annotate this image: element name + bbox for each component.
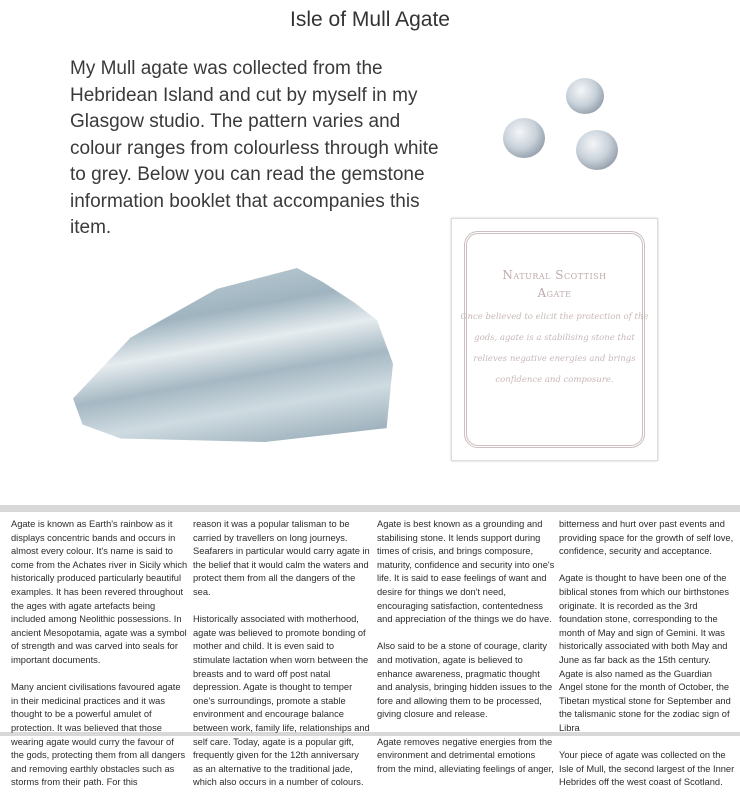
paragraph: bitterness and hurt over past events and providing space for the growth of self love, confidence, security and acceptance. — [559, 519, 734, 557]
paragraph: Agate is known as Earth's rainbow as it displays concentric bands and occurs in almost every colour. It's name is said to come from the Achates river in Sicily which historically produced particularly beautiful examples. It has been revered throughout the ages with agate artefacts being included among Neolithic possessions. In ancient Mesopotamia, agate was a symbol of strength and was carved into seals for important documents. — [11, 519, 188, 665]
paragraph: Many ancient civilisations favoured agate in their medicinal practices and it was thought to be a powerful amulet of protection. It was believed that those wearing agate would curry the favour of the gods, protecting them from all dangers and removing earthly obstacles such as storms from their path. For this — [11, 682, 186, 788]
booklet-column-1 — [11, 518, 189, 803]
paragraph: Agate is thought to have been one of the biblical stones from which our birthstones originate. It is recorded as the 3rd foundation stone, corresponding to the month of May and sign of Gemini. It was historically associated with both May and June as far back as the 15th century. — [559, 573, 730, 665]
paragraph: Agate removes negative energies from the environment and detrimental emotions from the mind, alleviating feelings of anger, — [377, 736, 554, 774]
booklet-column-4 — [559, 518, 737, 803]
agate-pebble-image — [576, 130, 618, 170]
paragraph: Also said to be a stone of courage, clarity and motivation, agate is believed to enhance awareness, pragmatic thought and analysis, bringing hidden issues to the fore and allowing them to be processed, giving closure and release. — [377, 641, 553, 720]
paragraph: reason it was a popular talisman to be carried by travellers on long journeys. Seafarers in particular would carry agate in the belief that it would calm the waters and protect them from all the dangers of the sea. — [193, 519, 370, 597]
agate-pebble-image — [503, 118, 545, 158]
card-title-line: Natural Scottish — [502, 268, 607, 282]
booklet-column-3 — [377, 518, 555, 790]
agate-pebble-image — [566, 78, 604, 114]
paragraph: Historically associated with motherhood, agate was believed to promote bonding of mother and child. It is even said to stimulate lactation when worn between the breasts and to ward off post natal depression. Agate is thought to temper one's surroundings, promote a stable environment and encourage balance between work, family life, relationships and self care. Today, agate is a popular gift, frequently given for the 12th anniversary as an alternative to the traditional jade, which also occurs in a number of colours. — [193, 614, 370, 788]
page-title: Isle of Mull Agate — [290, 8, 450, 31]
card-text: Once believed to elicit the protection of the gods, agate is a stabilising stone that relieves negative energies and brings confidence and composure. — [460, 312, 649, 385]
paragraph: Your piece of agate was collected on the Isle of Mull, the second largest of the Inner Hebrides off the west coast of Scotland. — [559, 750, 735, 788]
info-card — [451, 218, 658, 461]
paragraph: Agate is best known as a grounding and stabilising stone. It lends support during times of crisis, and brings composure, maturity, confidence and security into one's life. It is said to ease feelings of want and desire for things we don't need, encouraging satisfaction, contentedness and appreciation of the things we do have. — [377, 519, 555, 625]
intro-text: My Mull agate was collected from the Hebridean Island and cut by myself in my Glasgow studio. The pattern varies and colour ranges from colourless through white to grey. Below you can read the gemstone information booklet that accompanies this item. — [70, 58, 439, 238]
booklet-column-2 — [193, 518, 371, 803]
paragraph: Agate is also named as the Guardian Angel stone for the month of October, the Tibetan mystical stone for September and the talismanic stone for the zodiac sign of Libra — [559, 668, 731, 733]
card-title-line: Agate — [537, 286, 572, 300]
agate-slab-image — [73, 268, 393, 442]
card-title — [452, 266, 657, 302]
